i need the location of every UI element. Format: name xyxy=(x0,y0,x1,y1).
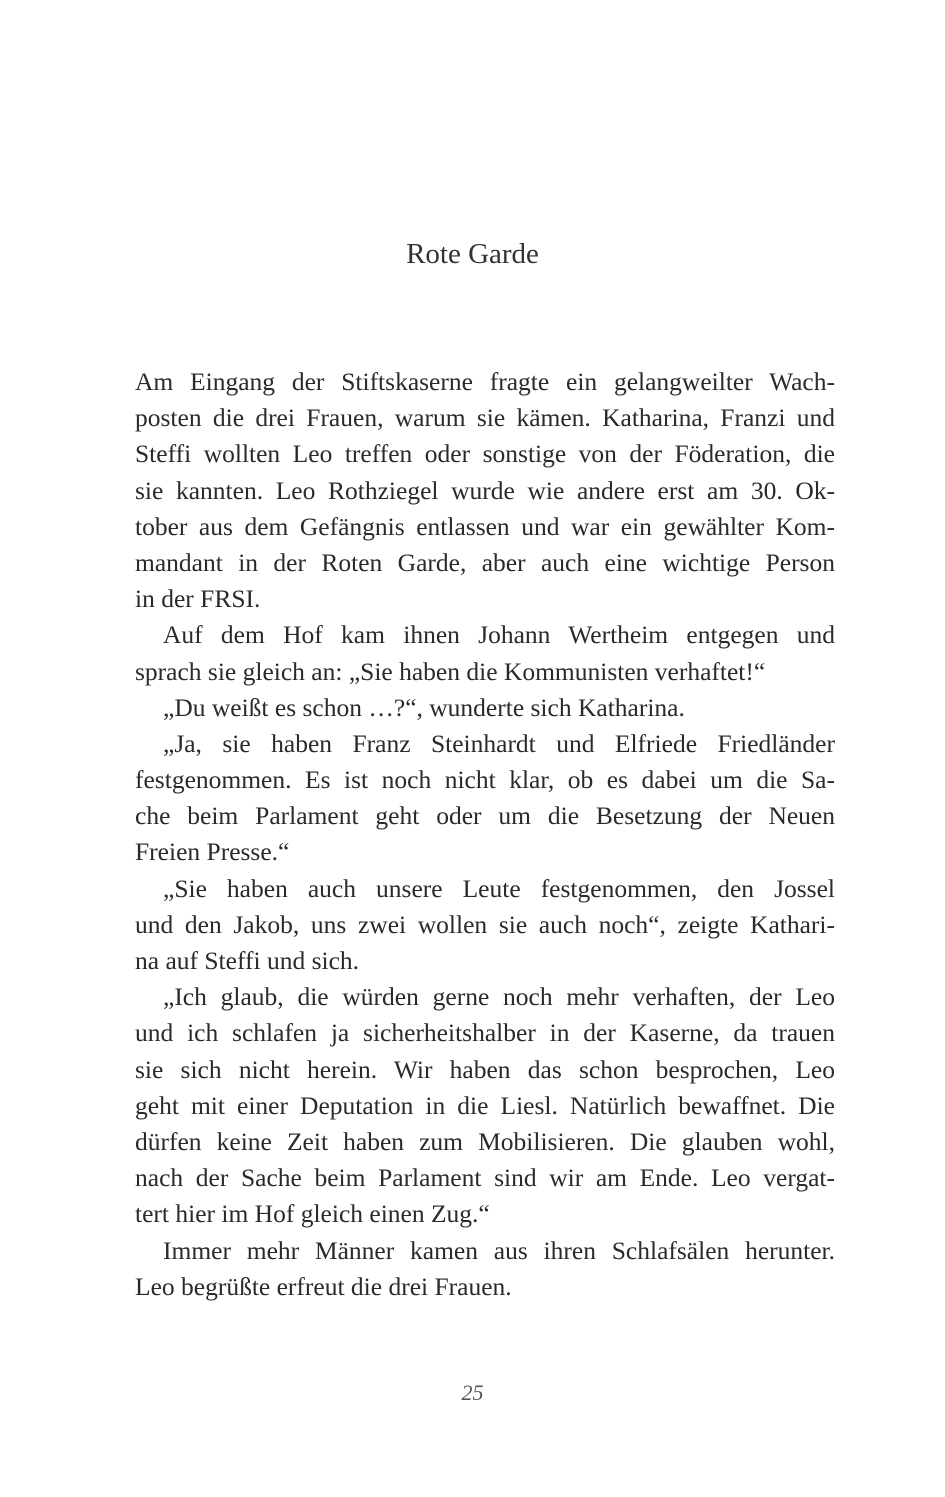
text-line: nach der Sache beim Parlament sind wir am Ende. Leo vergat- xyxy=(135,1163,835,1193)
paragraph xyxy=(135,979,835,1232)
text-line: Freien Presse.“ xyxy=(135,837,290,867)
text-line: festgenommen. Es ist noch nicht klar, ob es dabei um die Sa- xyxy=(135,765,835,795)
text-line: Auf dem Hof kam ihnen Johann Wertheim entgegen und xyxy=(163,620,835,650)
text-line: tober aus dem Gefängnis entlassen und war ein gewählter Kom- xyxy=(135,511,835,541)
paragraph xyxy=(135,364,835,617)
paragraph xyxy=(135,726,835,871)
paragraph xyxy=(135,1233,835,1305)
text-line: dürfen keine Zeit haben zum Mobilisieren. Die glauben wohl, xyxy=(135,1126,835,1156)
text-line: sie sich nicht herein. Wir haben das schon besprochen, Leo xyxy=(135,1054,835,1084)
text-line: posten die drei Frauen, warum sie kämen. Katharina, Franzi und xyxy=(135,403,835,433)
text-line: mandant in der Roten Garde, aber auch eine wichtige Person xyxy=(135,547,835,577)
text-line: und den Jakob, uns zwei wollen sie auch noch“, zeigte Kathari- xyxy=(135,909,835,939)
text-line: „Ja, sie haben Franz Steinhardt und Elfriede Friedländer xyxy=(163,728,835,758)
text-line: sprach sie gleich an: „Sie haben die Kommunisten verhaftet!“ xyxy=(135,656,766,686)
text-line: Leo begrüßte erfreut die drei Frauen. xyxy=(135,1271,512,1301)
text-line: Steffi wollten Leo treffen oder sonstige von der Föderation, die xyxy=(135,439,835,469)
text-line: che beim Parlament geht oder um die Besetzung der Neuen xyxy=(135,801,835,831)
text-line: „Sie haben auch unsere Leute festgenommen, den Jossel xyxy=(163,873,835,903)
text-line: und ich schlafen ja sicherheitshalber in der Kaserne, da trauen xyxy=(135,1018,835,1048)
text-line: sie kannten. Leo Rothziegel wurde wie andere erst am 30. Ok- xyxy=(135,475,835,505)
page-number: 25 xyxy=(461,1380,484,1405)
text-line: „Ich glaub, die würden gerne noch mehr verhaften, der Leo xyxy=(163,982,835,1012)
body-text xyxy=(135,364,835,1305)
chapter-title: Rote Garde xyxy=(406,238,539,270)
text-line: Am Eingang der Stiftskaserne fragte ein gelangweilter Wach- xyxy=(135,367,835,396)
text-line: in der FRSI. xyxy=(135,584,261,614)
text-line: „Du weißt es schon …?“, wunderte sich Katharina. xyxy=(163,692,685,722)
paragraph xyxy=(135,617,835,689)
text-line: geht mit einer Deputation in die Liesl. Natürlich bewaffnet. Die xyxy=(135,1090,835,1120)
paragraph xyxy=(135,690,835,726)
text-line: na auf Steffi und sich. xyxy=(135,946,360,975)
text-line: Immer mehr Männer kamen aus ihren Schlafsälen herunter. xyxy=(163,1235,835,1265)
text-line: tert hier im Hof gleich einen Zug.“ xyxy=(135,1199,490,1229)
paragraph xyxy=(135,871,835,980)
